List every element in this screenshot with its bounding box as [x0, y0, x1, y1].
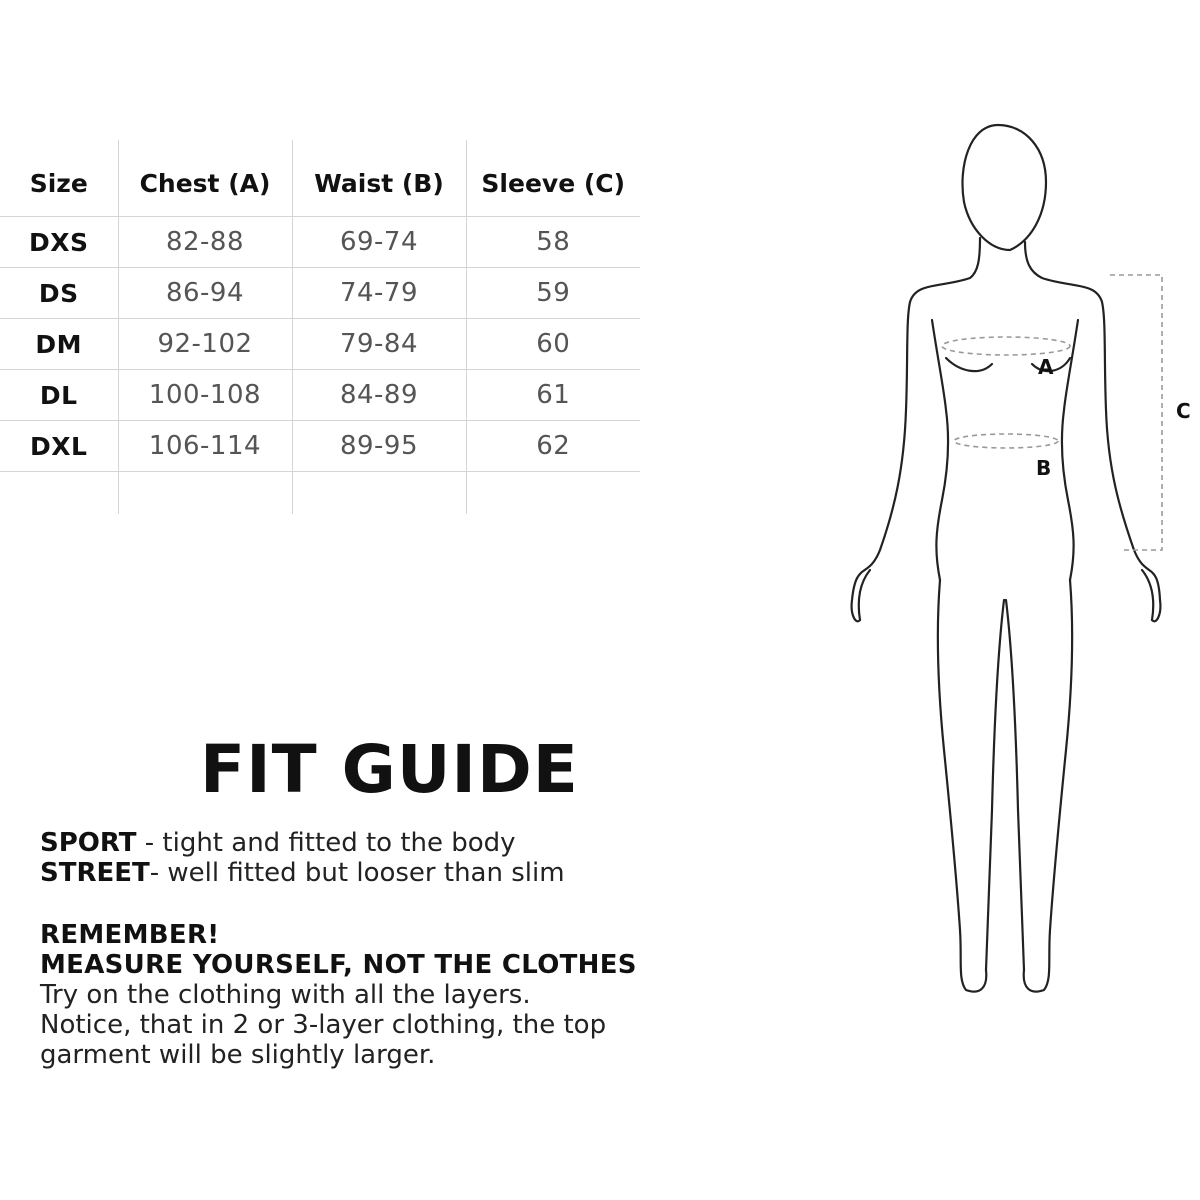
- sleeve-guide: [1110, 275, 1162, 550]
- table-row: [0, 370, 640, 421]
- sport-text: - tight and fitted to the body: [136, 828, 516, 858]
- fit-types: [40, 828, 680, 888]
- waist-cell: 89-95: [292, 421, 466, 472]
- size-table: [0, 140, 640, 514]
- sleeve-cell: 59: [466, 268, 640, 319]
- fit-guide-title: FIT GUIDE: [200, 731, 579, 808]
- street-text: - well fitted but looser than slim: [149, 858, 565, 888]
- chest-cell: 100-108: [118, 370, 292, 421]
- remember-heading: REMEMBER!: [40, 920, 220, 950]
- waist-cell: 69-74: [292, 217, 466, 268]
- size-cell: DS: [0, 268, 118, 319]
- remember-note: [40, 920, 680, 1070]
- size-cell: DL: [0, 370, 118, 421]
- chest-label-a: A: [1038, 355, 1054, 379]
- sleeve-cell: 60: [466, 319, 640, 370]
- body-figure: [820, 110, 1200, 1020]
- note-line-1: Try on the clothing with all the layers.: [40, 980, 531, 1010]
- waist-cell: 74-79: [292, 268, 466, 319]
- header-chest: Chest (A): [118, 140, 292, 217]
- table-row: [0, 268, 640, 319]
- remember-subheading: MEASURE YOURSELF, NOT THE CLOTHES: [40, 950, 637, 980]
- size-cell: DXL: [0, 421, 118, 472]
- street-line: [40, 858, 565, 888]
- sleeve-cell: 62: [466, 421, 640, 472]
- chest-cell: 92-102: [118, 319, 292, 370]
- body-outline-illustration: [820, 110, 1200, 1020]
- chest-cell: 82-88: [118, 217, 292, 268]
- sleeve-label-c: C: [1176, 399, 1191, 423]
- waist-cell: 79-84: [292, 319, 466, 370]
- empty-cell: [466, 472, 640, 515]
- table-empty-row: [0, 472, 640, 515]
- header-size: Size: [0, 140, 118, 217]
- empty-cell: [0, 472, 118, 515]
- size-cell: DXS: [0, 217, 118, 268]
- body-outline: [852, 125, 1161, 992]
- empty-cell: [292, 472, 466, 515]
- header-waist: Waist (B): [292, 140, 466, 217]
- table-row: [0, 421, 640, 472]
- street-label: STREET: [40, 858, 150, 888]
- sport-label: SPORT: [40, 828, 137, 858]
- table-header-row: [0, 140, 640, 217]
- measurement-guides: [942, 275, 1162, 550]
- waist-guide: [954, 434, 1058, 448]
- size-cell: DM: [0, 319, 118, 370]
- empty-cell: [118, 472, 292, 515]
- chest-cell: 106-114: [118, 421, 292, 472]
- sleeve-cell: 61: [466, 370, 640, 421]
- waist-label-b: B: [1036, 456, 1052, 480]
- waist-cell: 84-89: [292, 370, 466, 421]
- note-line-2: Notice, that in 2 or 3-layer clothing, the top: [40, 1010, 607, 1040]
- chest-cell: 86-94: [118, 268, 292, 319]
- sleeve-cell: 58: [466, 217, 640, 268]
- header-sleeve: Sleeve (C): [466, 140, 640, 217]
- chest-guide: [942, 337, 1070, 355]
- sport-line: [40, 828, 516, 858]
- note-line-3: garment will be slightly larger.: [40, 1040, 436, 1070]
- table-row: [0, 319, 640, 370]
- table-row: [0, 217, 640, 268]
